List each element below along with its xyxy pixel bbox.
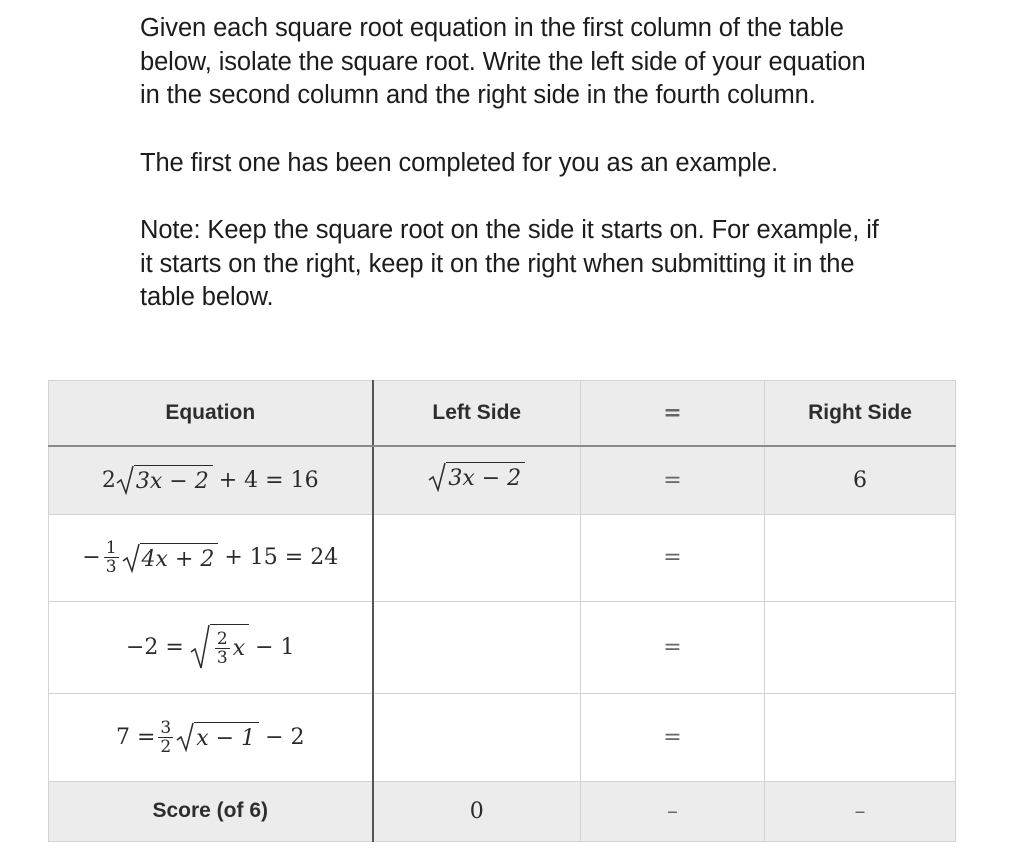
equation-tail: − 1	[255, 634, 295, 660]
header-equation: Equation	[49, 381, 373, 447]
score-value: 0	[373, 781, 581, 841]
header-right-side: Right Side	[765, 381, 956, 447]
square-root	[122, 543, 219, 573]
equals-sign: =	[663, 400, 682, 426]
right-side-cell: 6	[765, 446, 956, 514]
radicand: x − 1	[194, 722, 259, 752]
left-side-input[interactable]	[373, 601, 581, 693]
score-equals-cell	[581, 781, 765, 841]
score-label: Score (of 6)	[152, 799, 269, 822]
radicand	[210, 624, 249, 670]
square-root	[176, 722, 259, 752]
equals-cell	[581, 693, 765, 781]
equation-tail: + 15 = 24	[224, 545, 339, 570]
instruction-paragraph: Given each square root equation in the first column of the table below, isolate the square root. Write the left side of your equation in the second column and the right side in the fourth column.	[140, 14, 866, 109]
equation-tail: + 4 = 16	[218, 467, 319, 493]
header-row	[49, 381, 956, 447]
instructions	[140, 12, 880, 315]
fraction	[158, 719, 173, 756]
fraction-numerator: 3	[160, 717, 172, 738]
radicand: 3x − 2	[446, 462, 525, 492]
score-label-cell	[49, 781, 373, 841]
sign: −	[82, 545, 101, 570]
equation-lead: 7 =	[115, 724, 156, 750]
example-note: The first one has been completed for you as an example.	[140, 148, 779, 177]
equals-sign: =	[663, 634, 682, 660]
square-root-note: Note: Keep the square root on the side it starts on. For example, if it starts on the right, keep it on the right when submitting it in the table below.	[140, 216, 879, 311]
header-equals	[581, 381, 765, 447]
table-row	[49, 514, 956, 601]
right-side-input[interactable]	[765, 514, 956, 601]
fraction-denominator: 3	[216, 648, 228, 668]
equals-sign: =	[663, 545, 682, 570]
table-row	[49, 601, 956, 693]
radicand: 3x − 2	[134, 465, 213, 495]
equation-table	[48, 380, 956, 842]
equation-cell	[49, 601, 373, 693]
coefficient: 2	[101, 467, 116, 493]
square-root	[190, 624, 249, 670]
score-dash: –	[854, 798, 866, 824]
equation-cell	[49, 446, 373, 514]
left-side-input[interactable]	[373, 693, 581, 781]
left-side-cell	[373, 446, 581, 514]
equation-tail: − 2	[265, 724, 305, 750]
fraction-denominator: 3	[105, 557, 117, 577]
right-side-input[interactable]	[765, 601, 956, 693]
equation-lead: −2 =	[125, 634, 184, 660]
fraction-denominator: 2	[160, 736, 172, 757]
fraction-numerator: 2	[216, 629, 228, 649]
square-root	[116, 465, 213, 495]
equation-cell	[49, 693, 373, 781]
score-row	[49, 781, 956, 841]
fraction-numerator: 1	[105, 538, 117, 558]
radicand: 4x + 2	[140, 543, 219, 573]
equals-cell	[581, 446, 765, 514]
equals-sign: =	[663, 467, 682, 493]
fraction	[104, 539, 119, 576]
table-row	[49, 446, 956, 514]
equation-cell	[49, 514, 373, 601]
header-left-side: Left Side	[373, 381, 581, 447]
equals-sign: =	[663, 724, 682, 750]
equals-cell	[581, 601, 765, 693]
square-root	[428, 462, 525, 492]
radicand-variable: x	[232, 636, 246, 661]
equals-cell	[581, 514, 765, 601]
fraction	[215, 630, 230, 667]
score-right-cell	[765, 781, 956, 841]
right-side-input[interactable]	[765, 693, 956, 781]
table-row	[49, 693, 956, 781]
score-dash: –	[667, 798, 678, 824]
left-side-input[interactable]	[373, 514, 581, 601]
